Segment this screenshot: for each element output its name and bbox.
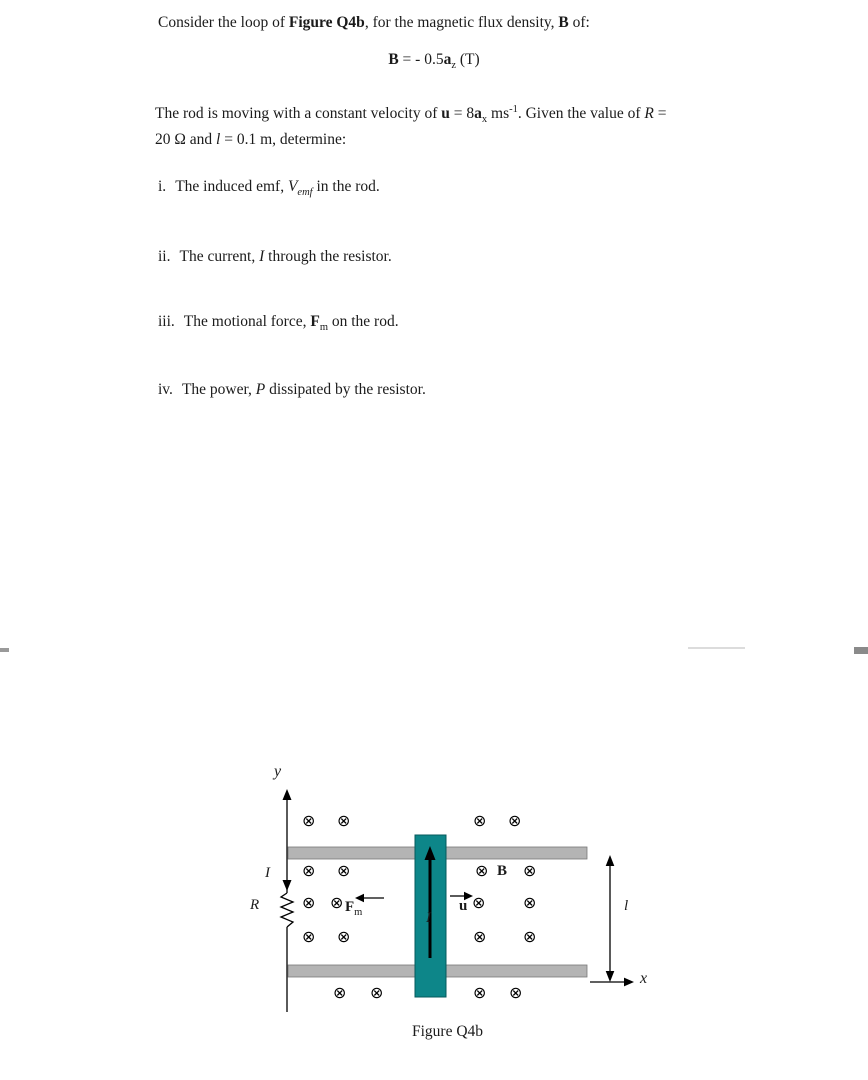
- equation-rhs: = - 0.5: [398, 51, 444, 68]
- flux-into-page-icon: ⊗: [473, 983, 487, 1002]
- problem-text: 20 Ω and: [155, 131, 217, 148]
- problem-text: . Given the value of: [517, 105, 645, 122]
- problem-text: The rod is moving with a constant velocity of: [155, 105, 442, 122]
- rod-current-label: I: [426, 910, 431, 926]
- power-symbol: P: [255, 381, 266, 398]
- velocity-symbol: u: [441, 105, 450, 122]
- item-text: The motional force,: [183, 313, 311, 330]
- item-text: in the rod.: [312, 178, 380, 195]
- problem-text: = 8: [449, 105, 475, 122]
- y-axis-label: y: [274, 763, 282, 780]
- item-text: dissipated by the resistor.: [265, 381, 426, 398]
- flux-into-page-icon: ⊗: [523, 927, 537, 946]
- emf-symbol-sub: emf: [297, 187, 313, 199]
- intro-text: Consider the loop of: [158, 14, 289, 31]
- item-number: i.: [158, 178, 167, 195]
- flux-into-page-icon: ⊗: [509, 983, 523, 1002]
- force-symbol-sub: m: [319, 322, 328, 334]
- equation-field-symbol: B: [388, 51, 399, 68]
- item-text: through the resistor.: [264, 248, 392, 265]
- current-symbol: I: [259, 248, 265, 265]
- item-number: iii.: [158, 313, 175, 330]
- length-arrowhead-bottom: [606, 971, 615, 982]
- flux-into-page-icon: ⊗: [337, 927, 351, 946]
- intro-text: of:: [568, 14, 590, 31]
- x-axis-arrowhead: [624, 978, 634, 987]
- field-symbol: B: [558, 14, 569, 31]
- equation-unit: (T): [456, 51, 480, 68]
- flux-into-page-icon: ⊗: [337, 861, 351, 880]
- unit-vector-sub: x: [481, 114, 488, 126]
- intro-text: , for the magnetic flux density,: [364, 14, 559, 31]
- resistor-zigzag: [281, 893, 293, 927]
- flux-into-page-icon: ⊗: [475, 861, 489, 880]
- flux-into-page-icon: ⊗: [508, 811, 522, 830]
- item-number: ii.: [158, 248, 171, 265]
- flux-into-page-icon: ⊗: [473, 811, 487, 830]
- length-arrowhead-top: [606, 855, 615, 866]
- item-text: The power,: [181, 381, 256, 398]
- force-label: [345, 899, 363, 918]
- flux-into-page-icon: ⊗: [302, 811, 316, 830]
- length-label: l: [624, 898, 629, 914]
- flux-into-page-icon: ⊗: [370, 983, 384, 1002]
- flux-into-page-icon: ⊗: [302, 861, 316, 880]
- field-label: B: [497, 863, 508, 879]
- item-text: The induced emf,: [175, 178, 288, 195]
- flux-into-page-icon: ⊗: [337, 811, 351, 830]
- problem-text: ms: [487, 105, 510, 122]
- equation-unit-vector-sub: z: [451, 60, 456, 72]
- flux-into-page-icon: ⊗: [330, 893, 344, 912]
- length-symbol: l: [216, 131, 221, 148]
- problem-text: = 0.1 m, determine:: [220, 131, 347, 148]
- item-text: on the rod.: [327, 313, 399, 330]
- flux-into-page-icon: ⊗: [472, 893, 486, 912]
- flux-into-page-icon: ⊗: [302, 893, 316, 912]
- y-axis-arrowhead: [283, 789, 292, 800]
- item-number: iv.: [158, 381, 173, 398]
- problem-text: =: [653, 105, 667, 122]
- emf-symbol: V: [287, 178, 298, 195]
- force-label-symbol: F: [345, 899, 355, 915]
- flux-into-page-icon: ⊗: [523, 893, 537, 912]
- force-symbol: F: [310, 313, 320, 330]
- flux-into-page-icon: ⊗: [302, 927, 316, 946]
- figure-caption: Figure Q4b: [412, 1023, 484, 1040]
- exponent: -1: [509, 103, 518, 115]
- flux-into-page-icon: ⊗: [523, 861, 537, 880]
- flux-into-page-icon: ⊗: [333, 983, 347, 1002]
- unit-vector: a: [474, 105, 482, 122]
- loop-current-arrowhead: [283, 880, 292, 891]
- loop-current-label: I: [265, 865, 270, 881]
- x-axis-label: x: [640, 970, 648, 987]
- velocity-label: u: [459, 898, 468, 914]
- resistance-symbol: R: [644, 105, 654, 122]
- figure-reference: Figure Q4b: [288, 14, 365, 31]
- item-text: The current,: [179, 248, 260, 265]
- equation-unit-vector: a: [443, 51, 452, 68]
- resistor-label: R: [250, 897, 260, 913]
- force-label-sub: m: [354, 907, 363, 918]
- flux-into-page-icon: ⊗: [473, 927, 487, 946]
